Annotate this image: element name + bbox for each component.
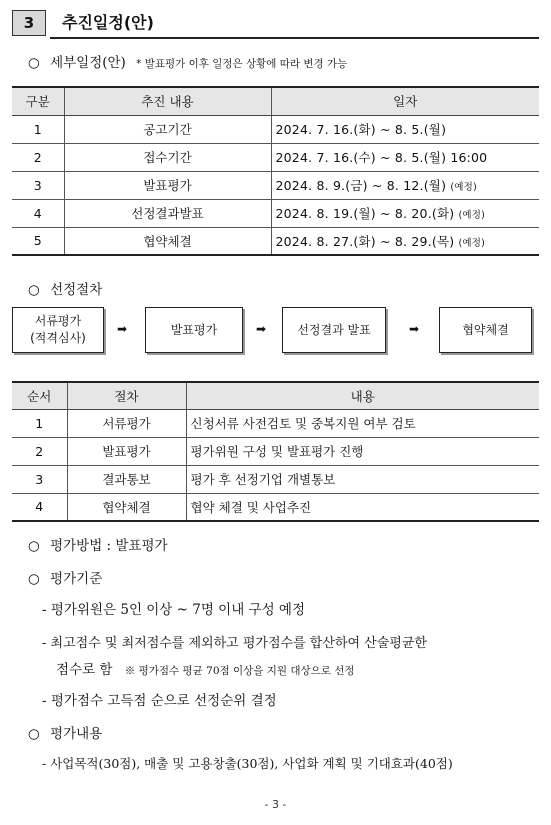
flow-step-document-review: 서류평가 (적격심사) (12, 307, 104, 353)
table-cell (271, 115, 539, 143)
table-cell: 평가위원 구성 및 발표평가 진행 (186, 437, 539, 465)
page-number: - 3 - (264, 798, 287, 811)
criteria-item: - 평가위원은 5인 이상 ~ 7명 이내 구성 예정 (42, 602, 305, 618)
criteria-item: - 평가점수 고득점 순으로 선정순위 결정 (42, 693, 277, 709)
table-header-cell: 내용 (186, 382, 539, 409)
table-cell: 서류평가 (67, 409, 186, 437)
table-cell (271, 143, 539, 171)
procedure-table (12, 381, 539, 522)
table-cell: 발표평가 (64, 171, 271, 199)
criteria-item-continued (56, 658, 355, 678)
table-cell (271, 227, 539, 255)
table-row (12, 465, 539, 493)
table-cell: 공고기간 (64, 115, 271, 143)
table-cell: 2 (12, 143, 64, 171)
tentative-tag: (예정) (450, 182, 477, 193)
table-cell: 발표평가 (67, 437, 186, 465)
table-cell: 3 (12, 171, 64, 199)
table-row (12, 493, 539, 521)
table-cell (271, 171, 539, 199)
table-row (12, 115, 539, 143)
table-row (12, 437, 539, 465)
schedule-table (12, 86, 539, 256)
table-header-cell: 추진 내용 (64, 87, 271, 115)
flow-step-presentation: 발표평가 (145, 307, 243, 353)
circle-bullet-icon: ○ (28, 571, 40, 587)
date-text: 2024. 8. 27.(화) ~ 8. 29.(목) (275, 233, 455, 249)
procedure-heading (28, 278, 102, 298)
method-heading (28, 534, 168, 554)
table-cell: 5 (12, 227, 64, 255)
table-header-cell: 절차 (67, 382, 186, 409)
circle-bullet-icon: ○ (28, 55, 40, 71)
procedure-heading-text: 선정절차 (50, 282, 103, 298)
table-cell: 2 (12, 437, 67, 465)
table-cell: 협약 체결 및 사업추진 (186, 493, 539, 521)
criteria-item: - 최고점수 및 최저점수를 제외하고 평가점수를 합산하여 산술평균한 (42, 636, 427, 651)
section-header (12, 10, 539, 38)
table-header-cell: 순서 (12, 382, 67, 409)
table-cell: 4 (12, 199, 64, 227)
table-row (12, 409, 539, 437)
criteria-note: ※ 평가점수 평균 70점 이상을 지원 대상으로 선정 (124, 665, 355, 677)
schedule-heading-text: 세부일정(안) (50, 55, 126, 71)
date-text: 2024. 8. 19.(월) ~ 8. 20.(화) (275, 206, 455, 221)
table-header-row (12, 87, 539, 115)
table-header-row (12, 382, 539, 409)
table-row (12, 143, 539, 171)
flow-step-result-announcement: 선정결과 발표 (282, 307, 386, 353)
flow-step-agreement: 협약체결 (439, 307, 532, 353)
circle-bullet-icon: ○ (28, 282, 40, 298)
table-row (12, 199, 539, 227)
criteria-heading-text: 평가기준 (50, 571, 103, 587)
table-cell: 결과통보 (67, 465, 186, 493)
table-cell: 협약체결 (64, 227, 271, 255)
table-row (12, 227, 539, 255)
right-arrow-icon: ➡ (409, 322, 420, 336)
contents-item: - 사업목적(30점), 매출 및 고용창출(30점), 사업화 계획 및 기대효과(40점) (42, 756, 453, 771)
schedule-heading (28, 51, 347, 71)
tentative-tag: (예정) (458, 237, 486, 249)
section-number-badge: 3 (12, 10, 46, 36)
right-arrow-icon: ➡ (256, 322, 267, 336)
date-text: 2024. 7. 16.(화) ~ 8. 5.(월) (275, 122, 447, 137)
criteria-heading (28, 567, 102, 587)
table-cell: 1 (12, 409, 67, 437)
circle-bullet-icon: ○ (28, 726, 40, 742)
method-text: 평가방법 : 발표평가 (50, 538, 168, 554)
table-cell (271, 199, 539, 227)
table-cell: 평가 후 선정기업 개별통보 (186, 465, 539, 493)
contents-heading (28, 722, 102, 742)
right-arrow-icon: ➡ (117, 322, 128, 336)
table-cell: 신청서류 사전검토 및 중복지원 여부 검토 (186, 409, 539, 437)
circle-bullet-icon: ○ (28, 538, 40, 554)
table-cell: 4 (12, 493, 67, 521)
tentative-tag: (예정) (458, 210, 486, 221)
table-row (12, 171, 539, 199)
criteria-item-text: 점수로 함 (56, 662, 113, 678)
table-cell: 선정결과발표 (64, 199, 271, 227)
contents-heading-text: 평가내용 (50, 726, 103, 742)
table-cell: 1 (12, 115, 64, 143)
date-text: 2024. 8. 9.(금) ~ 8. 12.(월) (275, 178, 447, 193)
section-underline (50, 37, 539, 39)
schedule-heading-note: * 발표평가 이후 일정은 상황에 따라 변경 가능 (136, 58, 348, 70)
table-cell: 협약체결 (67, 493, 186, 521)
table-header-cell: 구분 (12, 87, 64, 115)
date-text: 2024. 7. 16.(수) ~ 8. 5.(월) 16:00 (275, 150, 488, 165)
section-title: 추진일정(안) (62, 13, 154, 32)
table-cell: 접수기간 (64, 143, 271, 171)
table-header-cell: 일자 (271, 87, 539, 115)
table-cell: 3 (12, 465, 67, 493)
